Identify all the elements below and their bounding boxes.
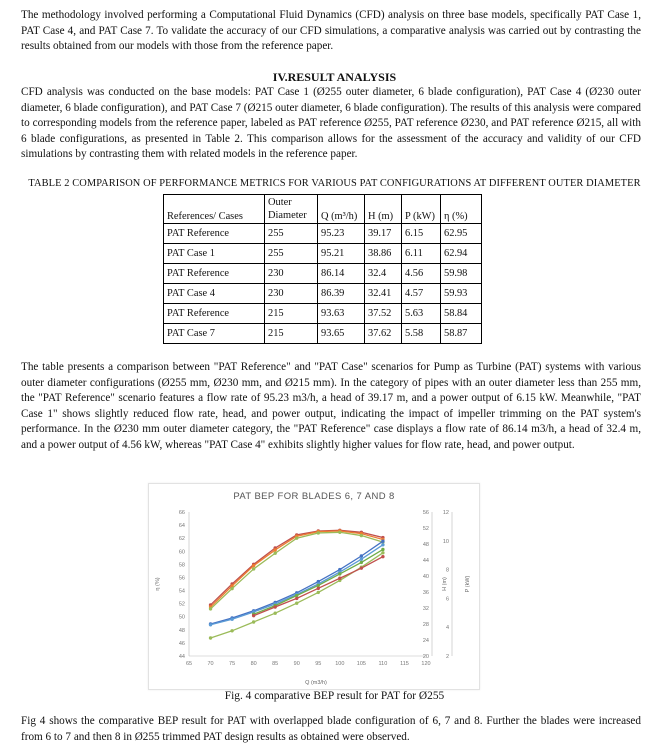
series-point [209, 607, 212, 610]
cell-q: 95.21 [318, 244, 365, 264]
table-row [164, 224, 482, 244]
cell-p: 4.57 [402, 284, 441, 304]
series-point [209, 636, 212, 639]
y1-tick-label: 60 [178, 549, 185, 556]
series-point [360, 561, 363, 564]
comparison-table [163, 194, 482, 344]
series-point [295, 597, 298, 600]
series-point [230, 629, 233, 632]
series-point [273, 552, 276, 555]
x-tick-label: 95 [315, 661, 322, 667]
series-point [273, 548, 276, 551]
cell-case: PAT Case 7 [164, 324, 265, 344]
y1-tick-label: 62 [178, 536, 185, 543]
cell-h: 32.4 [365, 264, 402, 284]
series-point [295, 602, 298, 605]
cell-eta: 62.95 [441, 224, 482, 244]
cell-h: 38.86 [365, 244, 402, 264]
series-point [295, 536, 298, 539]
section-heading: IV.RESULT ANALYSIS [272, 70, 397, 84]
series-point [273, 605, 276, 608]
series-point [317, 587, 320, 590]
x-tick-label: 90 [293, 661, 300, 667]
y2-tick-label: 44 [422, 558, 429, 564]
series-point [360, 558, 363, 561]
table-row [164, 324, 482, 344]
y3-tick-label: 10 [442, 538, 449, 545]
y3-axis-label: P (kW) [465, 575, 471, 593]
y3-tick-label: 4 [445, 625, 449, 632]
cell-case: PAT Case 1 [164, 244, 265, 264]
cell-q: 93.65 [318, 324, 365, 344]
cell-eta: 58.87 [441, 324, 482, 344]
header-outer-top: Outer [268, 197, 292, 208]
series-point [273, 612, 276, 615]
series-point [381, 555, 384, 558]
x-axis-label: Q (m3/h) [305, 680, 327, 686]
x-tick-label: 70 [207, 661, 214, 667]
y3-tick-label: 6 [445, 596, 449, 603]
header-q: Q (m³/h) [318, 195, 365, 224]
cell-case: PAT Reference [164, 304, 265, 324]
intro-paragraph: The methodology involved performing a Computational Fluid Dynamics (CFD) analysis on three base models, specifically PAT Case 1, PAT Case 4, and PAT Case 7. To validate the accuracy of our CFD simulations, a comparative analysis was carried out by contrasting the results obtained from our models with those from the reference paper. [21, 9, 641, 53]
cell-case: PAT Case 4 [164, 284, 265, 304]
x-tick-label: 75 [229, 661, 236, 667]
table-row [164, 284, 482, 304]
y1-tick-label: 48 [178, 627, 185, 634]
series-point [338, 531, 341, 534]
cell-h: 37.62 [365, 324, 402, 344]
cell-p: 5.58 [402, 324, 441, 344]
header-p: P (kW) [402, 195, 441, 224]
table-discussion-paragraph: The table presents a comparison between "PAT Reference" and "PAT Case" scenarios for Pump as Turbine (PAT) systems with various outer diameter configurations (Ø255 mm, Ø230 mm, and Ø215 mm). In the category of pipes with an outer diameter less than 255 mm, the "PAT Reference" scenario features a flow rate of 95.23 m3/h, a head of 39.17 m, and a power output of 6.15 kW. Meanwhile, "PAT Case 1" shows slightly reduced flow rate, head, and power output, indicating the impact of impeller trimming on the PAT system's performance. In the Ø230 mm outer diameter category, the "PAT Reference" case displays a flow rate of 86.14 m3/h, a head of 32.4 m, and a power output of 4.56 kW, whereas "PAT Case 4" exhibits slightly higher values for flow rate, head, and power output. [21, 361, 641, 451]
y1-tick-label: 66 [178, 510, 185, 516]
y2-tick-label: 36 [422, 590, 429, 596]
cell-diameter: 230 [265, 264, 318, 284]
cell-case: PAT Reference [164, 224, 265, 244]
table-header-row [164, 195, 482, 224]
y2-tick-label: 28 [422, 622, 429, 628]
y2-tick-label: 24 [422, 638, 429, 644]
cell-q: 86.14 [318, 264, 365, 284]
series-point [252, 614, 255, 617]
cfd-paragraph: CFD analysis was conducted on the base models: PAT Case 1 (Ø255 outer diameter, 6 blade configuration), PAT Case 4 (Ø230 outer diameter, 6 blade configuration), and PAT Case 7 (Ø215 outer diameter, 6 blade configuration). The results of this analysis were compared to corresponding models from the reference paper, labeled as PAT reference Ø255, PAT reference Ø230, and PAT reference Ø215, all with 6 blade configurations, as presented in Table 2. This comparison allows for the assessment of the accuracy and validity of our CFD simulations by contrasting them with related models in the reference paper. [21, 86, 641, 161]
series-point [209, 623, 212, 626]
chart-series [209, 529, 385, 640]
series-point [317, 531, 320, 534]
table-row [164, 304, 482, 324]
cell-h: 39.17 [365, 224, 402, 244]
series-point [338, 577, 341, 580]
cell-diameter: 255 [265, 224, 318, 244]
y1-tick-label: 52 [178, 601, 185, 608]
header-eta: η (%) [441, 195, 482, 224]
header-outer-bottom: Diameter [268, 210, 307, 221]
y1-tick-label: 44 [178, 654, 185, 660]
y3-tick-label: 12 [442, 510, 449, 516]
y1-tick-label: 54 [178, 588, 185, 595]
series-point [230, 587, 233, 590]
y2-axis-label: H (m) [442, 577, 448, 591]
cell-eta: 59.98 [441, 264, 482, 284]
cell-diameter: 215 [265, 304, 318, 324]
series-point [252, 564, 255, 567]
series-point [381, 551, 384, 554]
x-tick-label: 115 [400, 661, 409, 667]
y1-axis-label: η (%) [155, 577, 161, 591]
y1-tick-label: 50 [178, 614, 185, 621]
header-h: H (m) [365, 195, 402, 224]
bep-chart-svg [149, 484, 479, 689]
y1-tick-label: 64 [178, 523, 185, 530]
figure-discussion-paragraph: Fig 4 shows the comparative BEP result for PAT with overlapped blade configuration of 6, 7 and 8. Further the blades were increased from 6 to 7 and then 8 in Ø255 trimmed PAT design results as obtained were observed. [21, 715, 641, 743]
y1-tick-label: 56 [178, 575, 185, 582]
cell-h: 37.52 [365, 304, 402, 324]
cell-p: 6.15 [402, 224, 441, 244]
y1-tick-label: 46 [178, 640, 185, 647]
cell-q: 95.23 [318, 224, 365, 244]
cell-p: 4.56 [402, 264, 441, 284]
y2-tick-label: 40 [422, 574, 429, 580]
y2-tick-label: 52 [422, 526, 429, 532]
x-tick-label: 85 [272, 661, 279, 667]
x-tick-label: 105 [356, 661, 366, 667]
table-caption: TABLE 2 COMPARISON OF PERFORMANCE METRICS FOR VARIOUS PAT CONFIGURATIONS AT DIFFERENT OUTER DIAMETER [28, 178, 641, 189]
cell-q: 86.39 [318, 284, 365, 304]
bep-chart [148, 483, 480, 690]
cell-p: 6.11 [402, 244, 441, 264]
x-tick-label: 100 [335, 661, 345, 667]
header-outer-diameter [265, 195, 318, 224]
series-point [252, 620, 255, 623]
series-point [381, 543, 384, 546]
x-tick-label: 110 [378, 661, 388, 667]
x-tick-label: 65 [185, 661, 193, 667]
y3-tick-label: 8 [445, 567, 449, 574]
y2-tick-label: 20 [422, 654, 429, 660]
cell-diameter: 230 [265, 284, 318, 304]
cell-eta: 59.93 [441, 284, 482, 304]
series-point [360, 534, 363, 537]
cell-q: 93.63 [318, 304, 365, 324]
table-row [164, 264, 482, 284]
cell-p: 5.63 [402, 304, 441, 324]
figure-caption: Fig. 4 comparative BEP result for PAT for Ø255 [224, 690, 445, 702]
chart-title: PAT BEP FOR BLADES 6, 7 AND 8 [233, 491, 395, 502]
y3-tick-label: 2 [445, 654, 449, 660]
series-point [252, 567, 255, 570]
series-point [381, 548, 384, 551]
header-cases: References/ Cases [164, 195, 265, 224]
table-row [164, 244, 482, 264]
cell-case: PAT Reference [164, 264, 265, 284]
cell-diameter: 215 [265, 324, 318, 344]
x-tick-label: 80 [250, 661, 257, 667]
y2-tick-label: 48 [422, 542, 429, 548]
series-point [338, 572, 341, 575]
x-tick-label: 120 [421, 661, 431, 667]
cell-eta: 62.94 [441, 244, 482, 264]
y2-tick-label: 32 [422, 606, 429, 612]
series-point [381, 540, 384, 543]
cell-h: 32.41 [365, 284, 402, 304]
series-point [317, 591, 320, 594]
cell-eta: 58.84 [441, 304, 482, 324]
series-point [360, 554, 363, 557]
series-point [230, 618, 233, 621]
series-point [360, 566, 363, 569]
cell-diameter: 255 [265, 244, 318, 264]
y2-tick-label: 56 [422, 510, 429, 516]
y1-tick-label: 58 [178, 562, 185, 569]
